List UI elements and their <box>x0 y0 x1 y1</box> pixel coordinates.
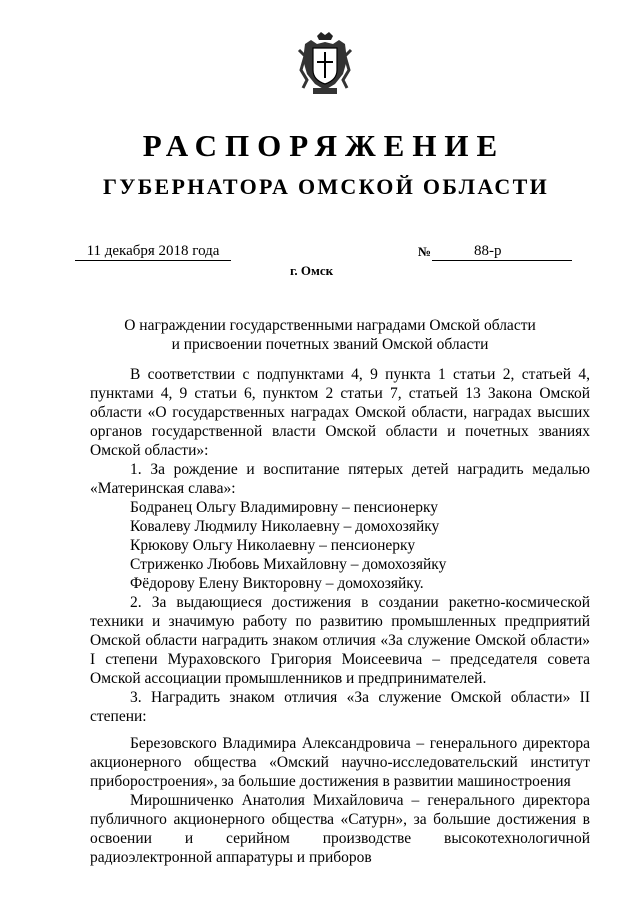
item-3-paragraph: 3. Наградить знаком отличия «За служение Омской области» II степени: <box>90 689 590 725</box>
award-miroshnichenko-paragraph: Мирошниченко Анатолия Михайловича – генерального директора публичного акционерного общества «Сатурн», за большие достижения в освоении и серийном производстве высокотехнологичной радиоэлектронной аппаратуры и приборов <box>90 792 590 866</box>
awardee-list-item: Фёдорову Елену Викторовну – домохозяйку. <box>130 575 424 592</box>
document-number: 88-р <box>432 242 572 261</box>
subject-line-1: О награждении государственными наградами Омской области <box>124 317 536 334</box>
omsk-coat-of-arms-emblem <box>295 30 355 98</box>
document-title: РАСПОРЯЖЕНИЕ <box>142 128 506 163</box>
number-sign: № <box>418 244 432 259</box>
subject-line-2: и присвоении почетных званий Омской области <box>171 336 489 353</box>
document-body <box>90 365 590 867</box>
item-2-paragraph: 2. За выдающиеся достижения в создании ракетно-космической техники и значимую работу по развитию промышленных предприятий Омской области наградить знаком отличия «За служение Омской области» I степени Мураховского Григория Моисеевича – председателя совета Омской ассоциации промышленников и предпринимателей. <box>90 594 590 687</box>
awardee-list-item: Бодранец Ольгу Владимировну – пенсионерку <box>130 499 439 516</box>
awardee-list-item: Ковалеву Людмилу Николаевну – домохозяйку <box>130 518 440 535</box>
awardee-list-item: Стриженко Любовь Михайловну – домохозяйку <box>130 556 447 573</box>
document-issuer: ГУБЕРНАТОРА ОМСКОЙ ОБЛАСТИ <box>102 174 550 199</box>
document-city: г. Омск <box>290 263 334 278</box>
item-1-paragraph: 1. За рождение и воспитание пятерых детей наградить медалью «Материнская слава»: <box>90 461 590 497</box>
intro-paragraph: В соответствии с подпунктами 4, 9 пункта 1 статьи 2, статьей 4, пунктами 4, 9 статьи 6, пунктом 2 статьи 7, статьей 13 Закона Омской области «О государственных наградах Омской области, наградах высших органов государственной власти Омской области и почетных званиях Омской области»: <box>90 366 590 459</box>
award-berezovsky-paragraph: Березовского Владимира Александровича – генерального директора акционерного общества «Омский научно-исследовательский институт приборостроения», за большие достижения в развитии машиностроения <box>90 735 590 790</box>
awardee-list-item: Крюкову Ольгу Николаевну – пенсионерку <box>130 537 416 554</box>
document-date: 11 декабря 2018 года <box>75 242 231 261</box>
document-subject <box>100 316 560 354</box>
